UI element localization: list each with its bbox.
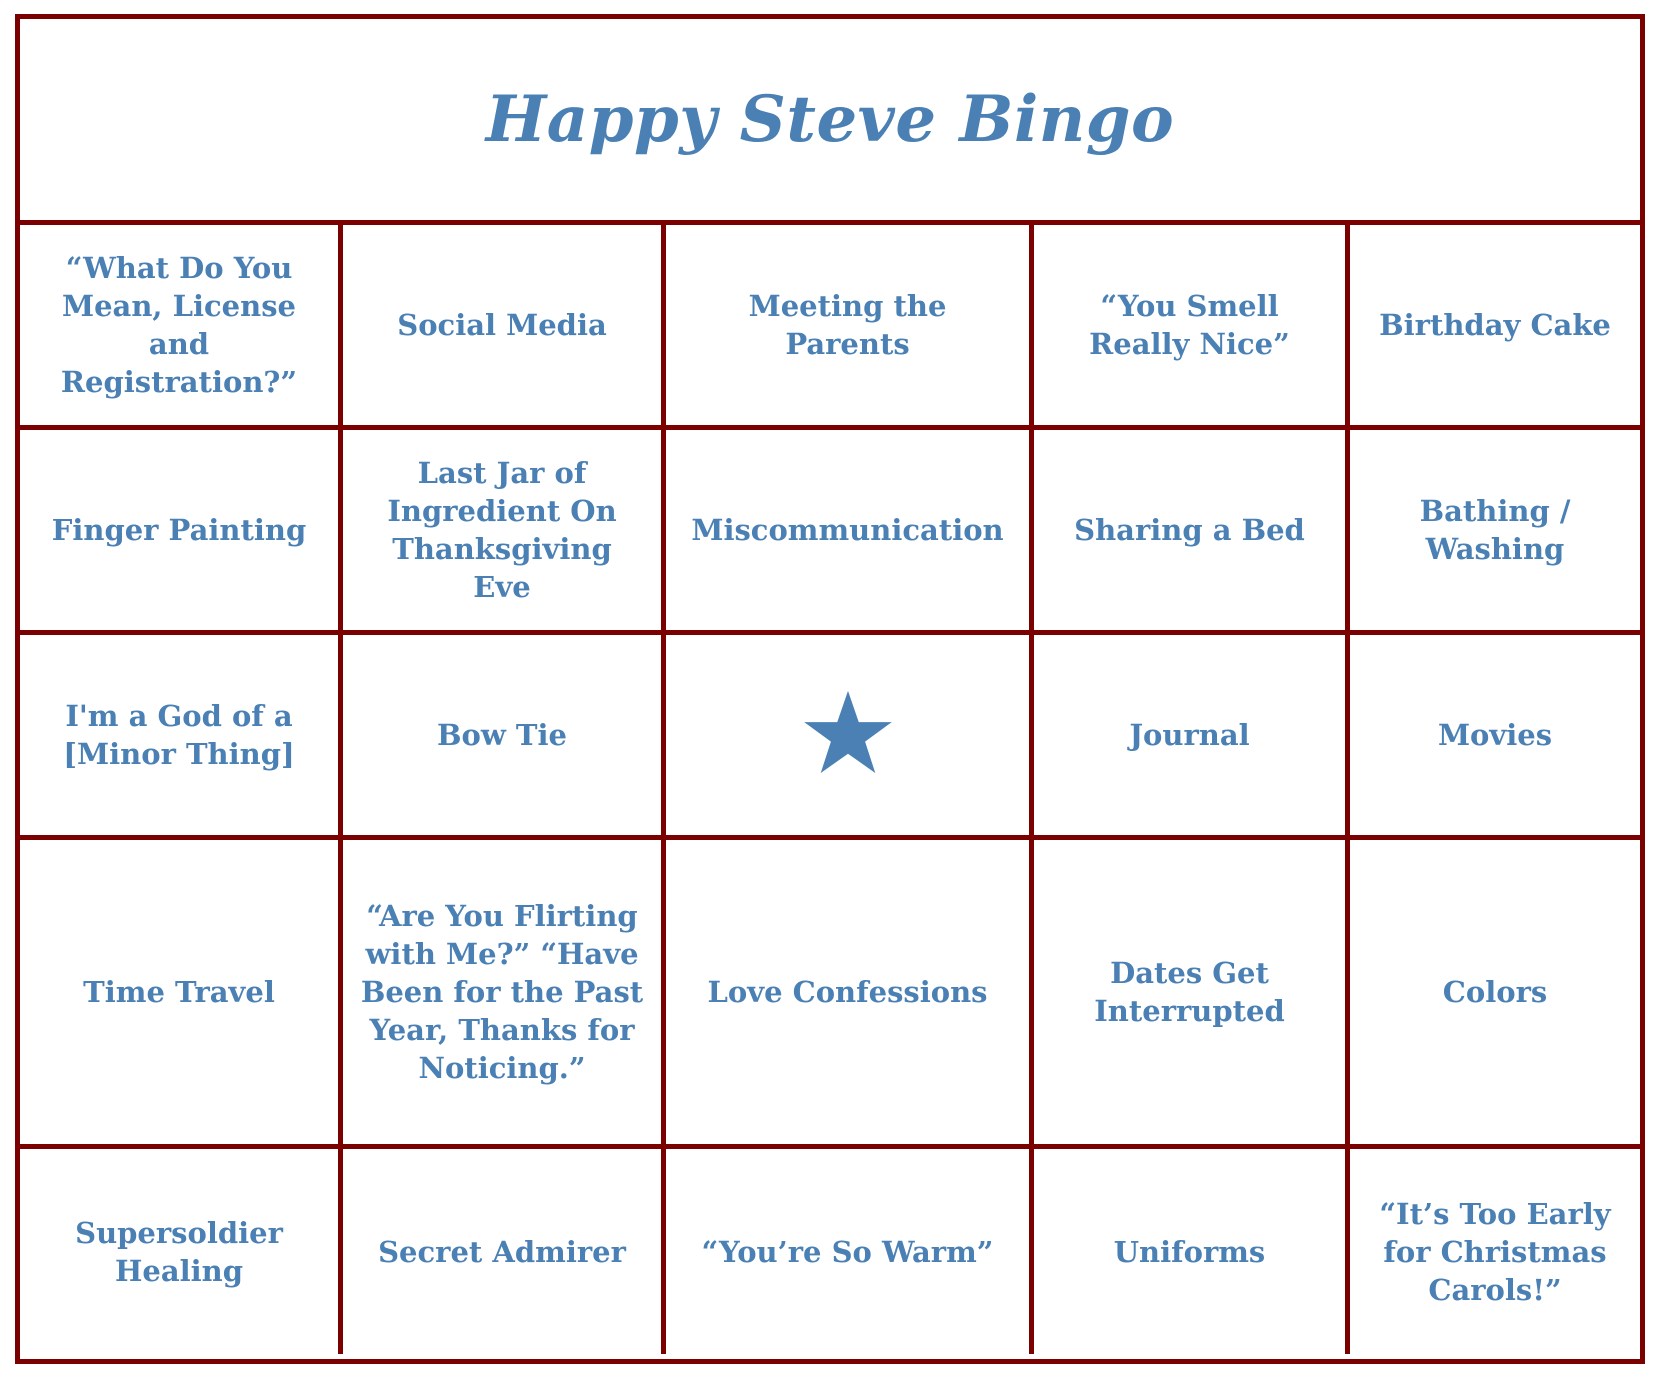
bingo-cell-r2-c0 [20,635,338,835]
bingo-cell-r3-c2 [666,840,1029,1144]
bingo-cell-r1-c2 [666,430,1029,630]
bingo-cell-label: Colors [1442,975,1548,1009]
bingo-cell-r1-c3 [1034,430,1345,630]
bingo-cell-label: Movies [1437,718,1553,752]
bingo-cell-r1-c1 [343,430,661,630]
bingo-cell-r4-c4 [1350,1149,1640,1354]
bingo-cell-label: Love Confessions [707,975,988,1009]
bingo-cell-label: Uniforms [1113,1234,1266,1269]
bingo-cell-label: Birthday Cake [1379,308,1611,342]
bingo-cell-r4-c1 [343,1149,661,1354]
bingo-cell-label: Social Media [397,308,607,342]
star-icon [800,687,896,783]
bingo-cell-label: “What Do You Mean, License and Registration?” [60,251,298,399]
bingo-card [15,14,1645,1364]
bingo-cell-label: I'm a God of a [Minor Thing] [63,699,295,771]
bingo-cell-label: Time Travel [83,975,275,1009]
bingo-cell-label: Journal [1129,718,1250,752]
bingo-cell-label: “You’re So Warm” [701,1234,994,1269]
bingo-cell-label: Bow Tie [437,718,567,752]
bingo-cell-r4-c0 [20,1149,338,1354]
bingo-cell-label: Finger Painting [51,513,307,547]
bingo-cell-label: Dates Get Interrupted [1094,956,1285,1028]
bingo-cell-label: Sharing a Bed [1074,513,1305,547]
bingo-cell-r1-c0 [20,430,338,630]
bingo-cell-label: “Are You Flirting with Me?” “Have Been for the Past Year, Thanks for Noticing.” [360,899,644,1085]
bingo-cell-free-space [666,635,1029,835]
bingo-cell-r3-c1 [343,840,661,1144]
bingo-cell-label: Meeting the Parents [748,289,947,361]
bingo-cell-r3-c3 [1034,840,1345,1144]
bingo-cell-r3-c0 [20,840,338,1144]
bingo-cell-r2-c1 [343,635,661,835]
bingo-cell-r0-c1 [343,225,661,425]
bingo-cell-label: Last Jar of Ingredient On Thanksgiving Eve [387,456,617,604]
bingo-cell-r4-c3 [1034,1149,1345,1354]
bingo-grid [20,225,1640,1359]
bingo-cell-label: Supersoldier Healing [75,1215,283,1288]
bingo-cell-r1-c4 [1350,430,1640,630]
bingo-cell-r3-c4 [1350,840,1640,1144]
bingo-cell-r0-c2 [666,225,1029,425]
title-row [20,19,1640,225]
bingo-cell-label: Bathing / Washing [1419,494,1571,566]
bingo-cell-r0-c3 [1034,225,1345,425]
bingo-cell-label: “It’s Too Early for Christmas Carols!” [1379,1196,1611,1307]
bingo-cell-r0-c4 [1350,225,1640,425]
bingo-cell-label: Secret Admirer [378,1234,626,1269]
bingo-cell-r0-c0 [20,225,338,425]
bingo-cell-r2-c3 [1034,635,1345,835]
bingo-cell-r4-c2 [666,1149,1029,1354]
bingo-cell-label: Miscommunication [691,513,1004,547]
bingo-cell-label: “You Smell Really Nice” [1089,289,1290,361]
bingo-cell-r2-c4 [1350,635,1640,835]
bingo-title: Happy Steve Bingo [485,82,1175,157]
